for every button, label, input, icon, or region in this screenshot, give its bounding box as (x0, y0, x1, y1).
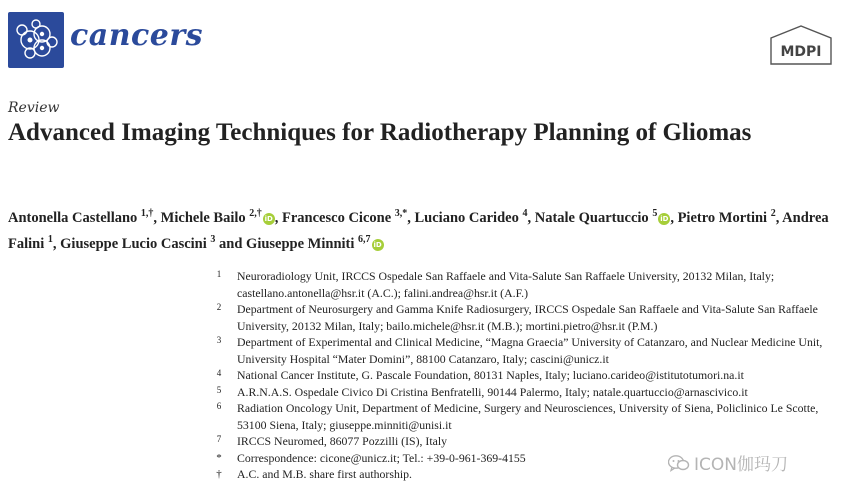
affiliation-text: Department of Neurosurgery and Gamma Knife Radiosurgery, IRCCS Ospedale San Raffaele and Vita-Salute San Raffaele University, 20132 Milan, Italy; bailo.michele@hsr.it (M.B.); mortini.pietro@hsr.it (P.M.) (237, 302, 818, 333)
publisher-logo[interactable] (768, 24, 834, 66)
affiliation-text: Neuroradiology Unit, IRCCS Ospedale San Raffaele and Vita-Salute San Raffaele University, 20132 Milan, Italy; castellano.antonella@hsr.it (A.C.); falini.andrea@hsr.it (A.F.) (237, 269, 775, 300)
author-affiliation-marks: 2,† (249, 208, 262, 219)
author-name[interactable]: Luciano Carideo (414, 209, 519, 226)
affiliation-item (210, 433, 850, 450)
affiliation-mark: * (216, 451, 222, 464)
affiliation-mark: 6 (216, 401, 222, 411)
author-separator: , (670, 209, 678, 226)
author-list (8, 203, 838, 255)
affiliation-text: Department of Experimental and Clinical Medicine, “Magna Graecia” University of Catanzaro, and Nuclear Medicine Unit, University Hospital “Mater Domini”, 88100 Catanzaro, Italy; cascini@unicz.it (237, 335, 823, 366)
orcid-icon[interactable]: iD (373, 240, 382, 249)
author-affiliation-marks: 2 (770, 208, 776, 219)
author-separator: and (215, 235, 247, 252)
author-affiliation-marks: 1 (47, 233, 53, 245)
author-separator: , (527, 209, 535, 226)
author-name[interactable]: Natale Quartuccio (534, 209, 649, 226)
author-affiliation-marks: 3 (210, 233, 216, 245)
author-separator: , (775, 209, 783, 226)
author-name[interactable]: Francesco Cicone (282, 209, 392, 226)
author-separator: , (274, 209, 283, 226)
wechat-icon (668, 454, 690, 472)
affiliation-mark: 2 (216, 302, 222, 312)
affiliation-text: A.R.N.A.S. Ospedale Civico Di Cristina Benfratelli, 90144 Palermo, Italy; natale.quartuccio@arnascivico.it (237, 384, 748, 399)
affiliation-text: IRCCS Neuromed, 86077 Pozzilli (IS), Italy (237, 434, 448, 448)
author-affiliation-marks: 1,† (140, 208, 154, 219)
affiliation-text: Radiation Oncology Unit, Department of Medicine, Surgery and Neurosciences, University of Siena, Policlinico Le Scotte, 53100 Siena, Italy; giuseppe.minniti@unisi.it (237, 401, 819, 432)
article-title: Advanced Imaging Techniques for Radiotherapy Planning of Gliomas (8, 119, 752, 146)
source-watermark (668, 450, 788, 475)
author-separator: , (153, 209, 161, 226)
journal-name[interactable]: cancers (70, 18, 204, 53)
affiliation-mark: 3 (216, 335, 222, 345)
author-affiliation-marks: 6,7 (358, 233, 371, 245)
author-affiliation-marks: 3,* (394, 208, 408, 219)
author-separator: , (407, 209, 415, 226)
orcid-icon[interactable]: iD (264, 214, 273, 223)
author-name[interactable]: Antonella Castellano (8, 209, 138, 226)
affiliation-item (210, 400, 850, 433)
author-affiliation-marks: 4 (522, 208, 528, 219)
watermark-text: ICON伽玛刀 (694, 455, 788, 475)
affiliation-item (210, 384, 850, 401)
affiliation-text: National Cancer Institute, G. Pascale Foundation, 80131 Naples, Italy; luciano.carideo@istitutotumori.na.it (237, 368, 744, 382)
article-type: Review (8, 100, 60, 116)
journal-logo-icon (8, 12, 64, 68)
author-separator: , (52, 235, 61, 252)
author-affiliation-marks: 5 (652, 208, 658, 219)
author-name[interactable]: Andrea Falini (8, 209, 829, 252)
author-name[interactable]: Giuseppe Minniti (246, 235, 355, 252)
orcid-icon[interactable]: iD (660, 214, 669, 223)
affiliation-item (210, 367, 850, 384)
affiliation-text: Correspondence: cicone@unicz.it; Tel.: +39-0-961-369-4155 (237, 450, 526, 465)
affiliation-text: A.C. and M.B. share first authorship. (237, 467, 412, 481)
author-name[interactable]: Pietro Mortini (677, 209, 768, 226)
affiliation-mark: 4 (216, 368, 222, 378)
author-name[interactable]: Giuseppe Lucio Cascini (60, 235, 207, 252)
publisher-name: MDPI (780, 44, 822, 60)
affiliation-mark: 5 (216, 384, 222, 395)
affiliation-mark: 1 (216, 269, 222, 279)
affiliation-item (210, 334, 850, 367)
affiliation-mark: 7 (216, 434, 222, 444)
affiliation-item (210, 268, 850, 301)
affiliation-mark: † (216, 468, 222, 480)
author-name[interactable]: Michele Bailo (160, 209, 246, 226)
affiliation-item (210, 301, 850, 334)
